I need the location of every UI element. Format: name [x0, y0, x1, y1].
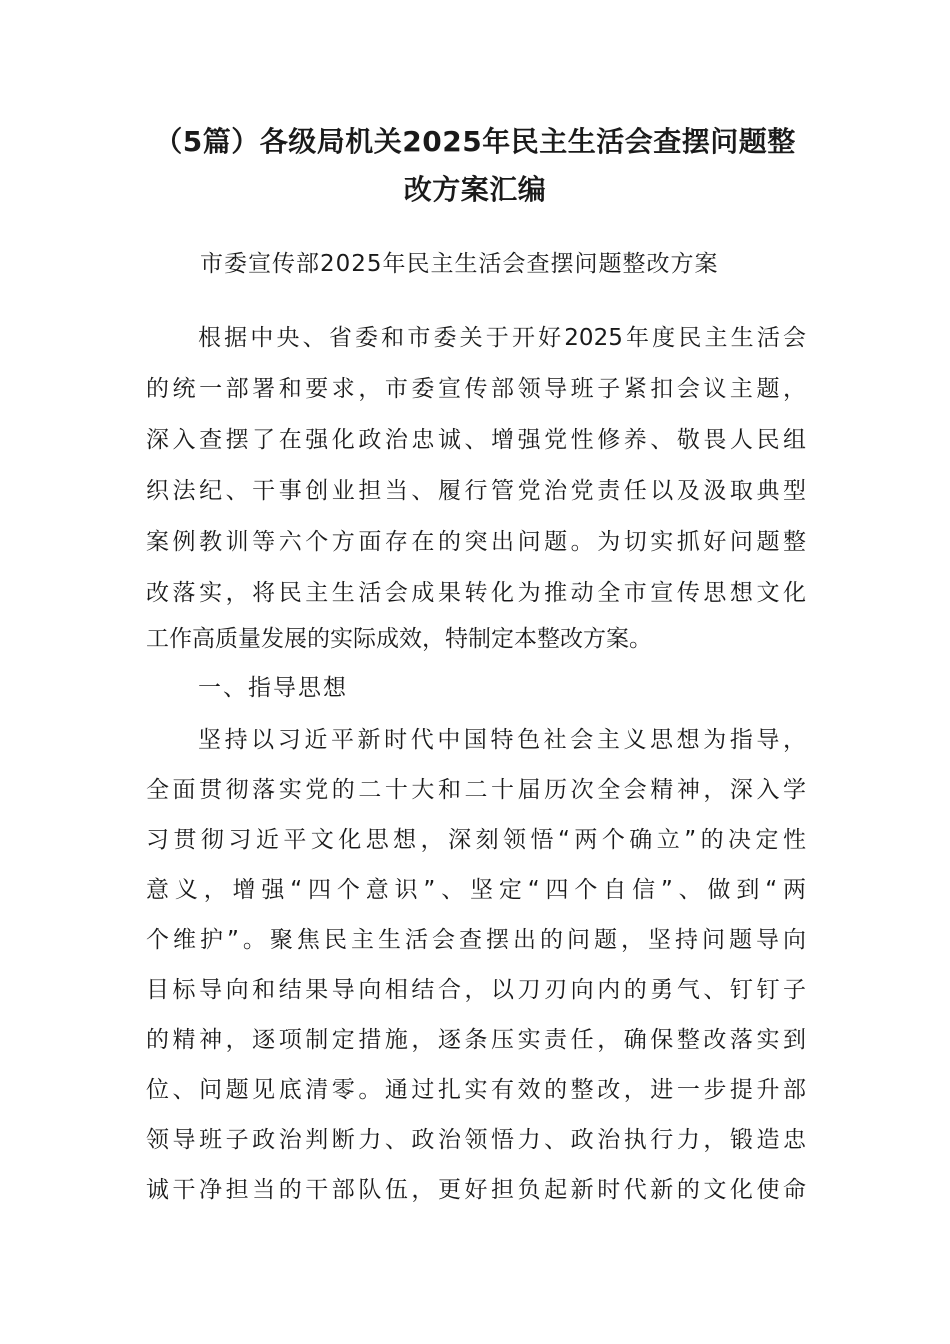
paragraph-line: 诚干净担当的干部队伍，更好担负起新时代新的文化使命: [146, 1177, 806, 1203]
paragraph-line: 工作高质量发展的实际成效，特制定本整改方案。: [146, 626, 652, 652]
paragraph-line: 案例教训等六个方面存在的突出问题。为切实抓好问题整: [146, 529, 806, 555]
paragraph-line: 深入查摆了在强化政治忠诚、增强党性修养、敬畏人民组: [146, 427, 806, 453]
paragraph-line: 全面贯彻落实党的二十大和二十届历次全会精神，深入学: [146, 777, 806, 803]
paragraph-line: 改落实，将民主生活会成果转化为推动全市宣传思想文化: [146, 580, 806, 606]
paragraph-line: 意义，增强“四个意识”、坚定“四个自信”、做到“两: [146, 877, 806, 903]
document-title-line-2: 改方案汇编: [403, 173, 547, 206]
paragraph-line: 根据中央、省委和市委关于开好2025年度民主生活会: [198, 325, 806, 351]
section-heading: 一、指导思想: [198, 675, 348, 701]
paragraph-line: 坚持以习近平新时代中国特色社会主义思想为指导，: [198, 727, 806, 753]
document-title-line-1: （5篇）各级局机关2025年民主生活会查摆问题整: [154, 125, 796, 158]
paragraph-line: 的统一部署和要求，市委宣传部领导班子紧扣会议主题，: [146, 376, 806, 402]
paragraph-line: 的精神，逐项制定措施，逐条压实责任，确保整改落实到: [146, 1027, 806, 1053]
section-subtitle: 市委宣传部2025年民主生活会查摆问题整改方案: [200, 251, 719, 277]
paragraph-line: 目标导向和结果导向相结合，以刀刃向内的勇气、钉钉子: [146, 977, 806, 1003]
paragraph-line: 位、问题见底清零。通过扎实有效的整改，进一步提升部: [146, 1077, 806, 1103]
paragraph-line: 习贯彻习近平文化思想，深刻领悟“两个确立”的决定性: [146, 827, 806, 853]
paragraph-line: 织法纪、干事创业担当、履行管党治党责任以及汲取典型: [146, 478, 806, 504]
paragraph-line: 个维护”。聚焦民主生活会查摆出的问题，坚持问题导向: [146, 927, 806, 953]
paragraph-line: 领导班子政治判断力、政治领悟力、政治执行力，锻造忠: [146, 1127, 806, 1153]
